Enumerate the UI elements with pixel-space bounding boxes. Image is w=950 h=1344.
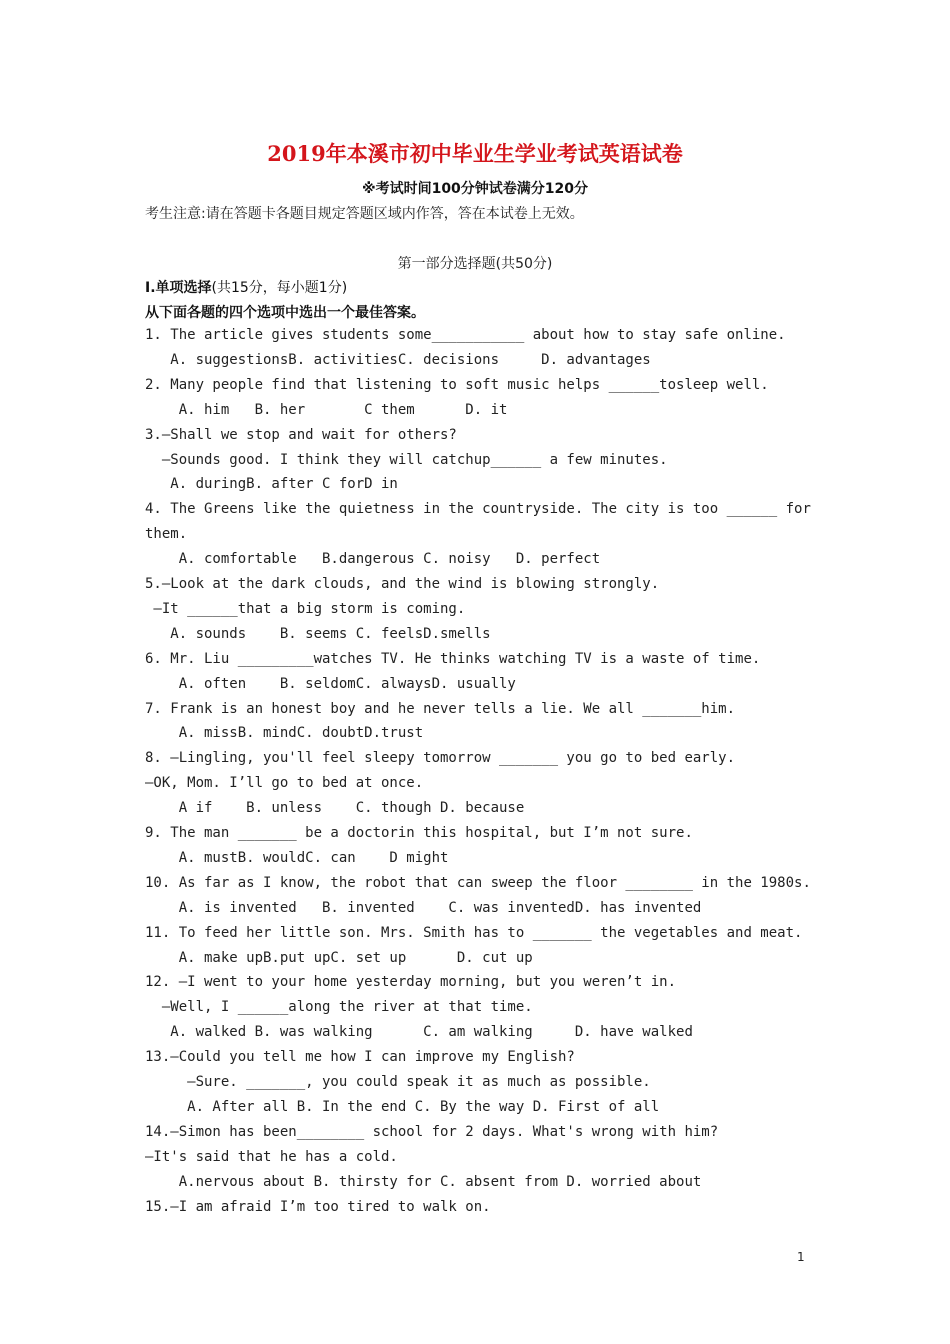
section-label: Ⅰ.单项选择 [145, 280, 212, 296]
question-line: A. make upB.put upC. set up D. cut up [145, 950, 533, 966]
question-line: 10. As far as I know, the robot that can sweep the floor ________ in the 1980s. [145, 875, 811, 891]
question-line: A.nervous about B. thirsty for C. absent from D. worried about [145, 1174, 702, 1190]
question-line: 14.—Simon has been________ school for 2 days. What's wrong with him? [145, 1124, 719, 1140]
question-line: 13.—Could you tell me how I can improve my English? [145, 1049, 575, 1065]
question-line: A. walked B. was walking C. am walking D. have walked [145, 1024, 693, 1040]
question-line: A. comfortable B.dangerous C. noisy D. perfect [145, 551, 601, 567]
part-heading: 第一部分选择题(共50分) [397, 256, 553, 272]
page-number: 1 [797, 1250, 805, 1264]
question-line: 8. —Lingling, you'll feel sleepy tomorrow _______ you go to bed early. [145, 750, 736, 766]
question-line: 9. The man _______ be a doctorin this hospital, but I’m not sure. [145, 825, 693, 841]
question-line: A if B. unless C. though D. because [145, 800, 525, 816]
question-line: —It's said that he has a cold. [145, 1149, 398, 1165]
question-line: A. sounds B. seems C. feelsD.smells [145, 626, 491, 642]
exam-subtitle: ※考试时间100分钟试卷满分120分 [361, 181, 589, 197]
exam-title: 2019年本溪市初中毕业生学业考试英语试卷 [267, 141, 683, 166]
question-line: A. often B. seldomC. alwaysD. usually [145, 676, 516, 692]
question-line: 12. —I went to your home yesterday morning, but you weren’t in. [145, 974, 677, 990]
question-line: 5.—Look at the dark clouds, and the wind is blowing strongly. [145, 576, 660, 592]
question-line: A. is invented B. invented C. was inventedD. has invented [145, 900, 702, 916]
section-points: (共15分，每小题1分) [211, 280, 348, 296]
question-line: 6. Mr. Liu _________watches TV. He thinks watching TV is a waste of time. [145, 651, 761, 667]
question-line: —Well, I ______along the river at that time. [145, 999, 533, 1015]
question-line: A. him B. her C them D. it [145, 402, 508, 418]
question-line: 11. To feed her little son. Mrs. Smith has to _______ the vegetables and meat. [145, 925, 803, 941]
question-line: 3.—Shall we stop and wait for others? [145, 427, 457, 443]
question-line: them. [145, 526, 188, 542]
section-instruction: 从下面各题的四个选项中选出一个最佳答案。 [145, 305, 425, 321]
question-line: 2. Many people find that listening to soft music helps ______tosleep well. [145, 377, 769, 393]
question-line: A. missB. mindC. doubtD.trust [145, 725, 424, 741]
question-line: A. suggestionsB. activitiesC. decisions D. advantages [145, 352, 651, 368]
question-line: 1. The article gives students some___________ about how to stay safe online. [145, 327, 786, 343]
section-heading [145, 277, 347, 297]
question-line: A. After all B. In the end C. By the way D. First of all [145, 1099, 660, 1115]
question-line: A. mustB. wouldC. can D might [145, 850, 449, 866]
question-line: 7. Frank is an honest boy and he never tells a lie. We all _______him. [145, 701, 736, 717]
question-line: A. duringB. after C forD in [145, 476, 398, 492]
question-line: —It ______that a big storm is coming. [145, 601, 466, 617]
question-line: —OK, Mom. I’ll go to bed at once. [145, 775, 424, 791]
question-line: —Sounds good. I think they will catchup______ a few minutes. [145, 452, 668, 468]
question-line: 4. The Greens like the quietness in the countryside. The city is too ______ for [145, 501, 811, 517]
question-line: 15.—I am afraid I’m too tired to walk on. [145, 1199, 491, 1215]
question-line: —Sure. _______, you could speak it as much as possible. [145, 1074, 651, 1090]
candidate-notice: 考生注意:请在答题卡各题目规定答题区域内作答，答在本试卷上无效。 [145, 206, 584, 222]
